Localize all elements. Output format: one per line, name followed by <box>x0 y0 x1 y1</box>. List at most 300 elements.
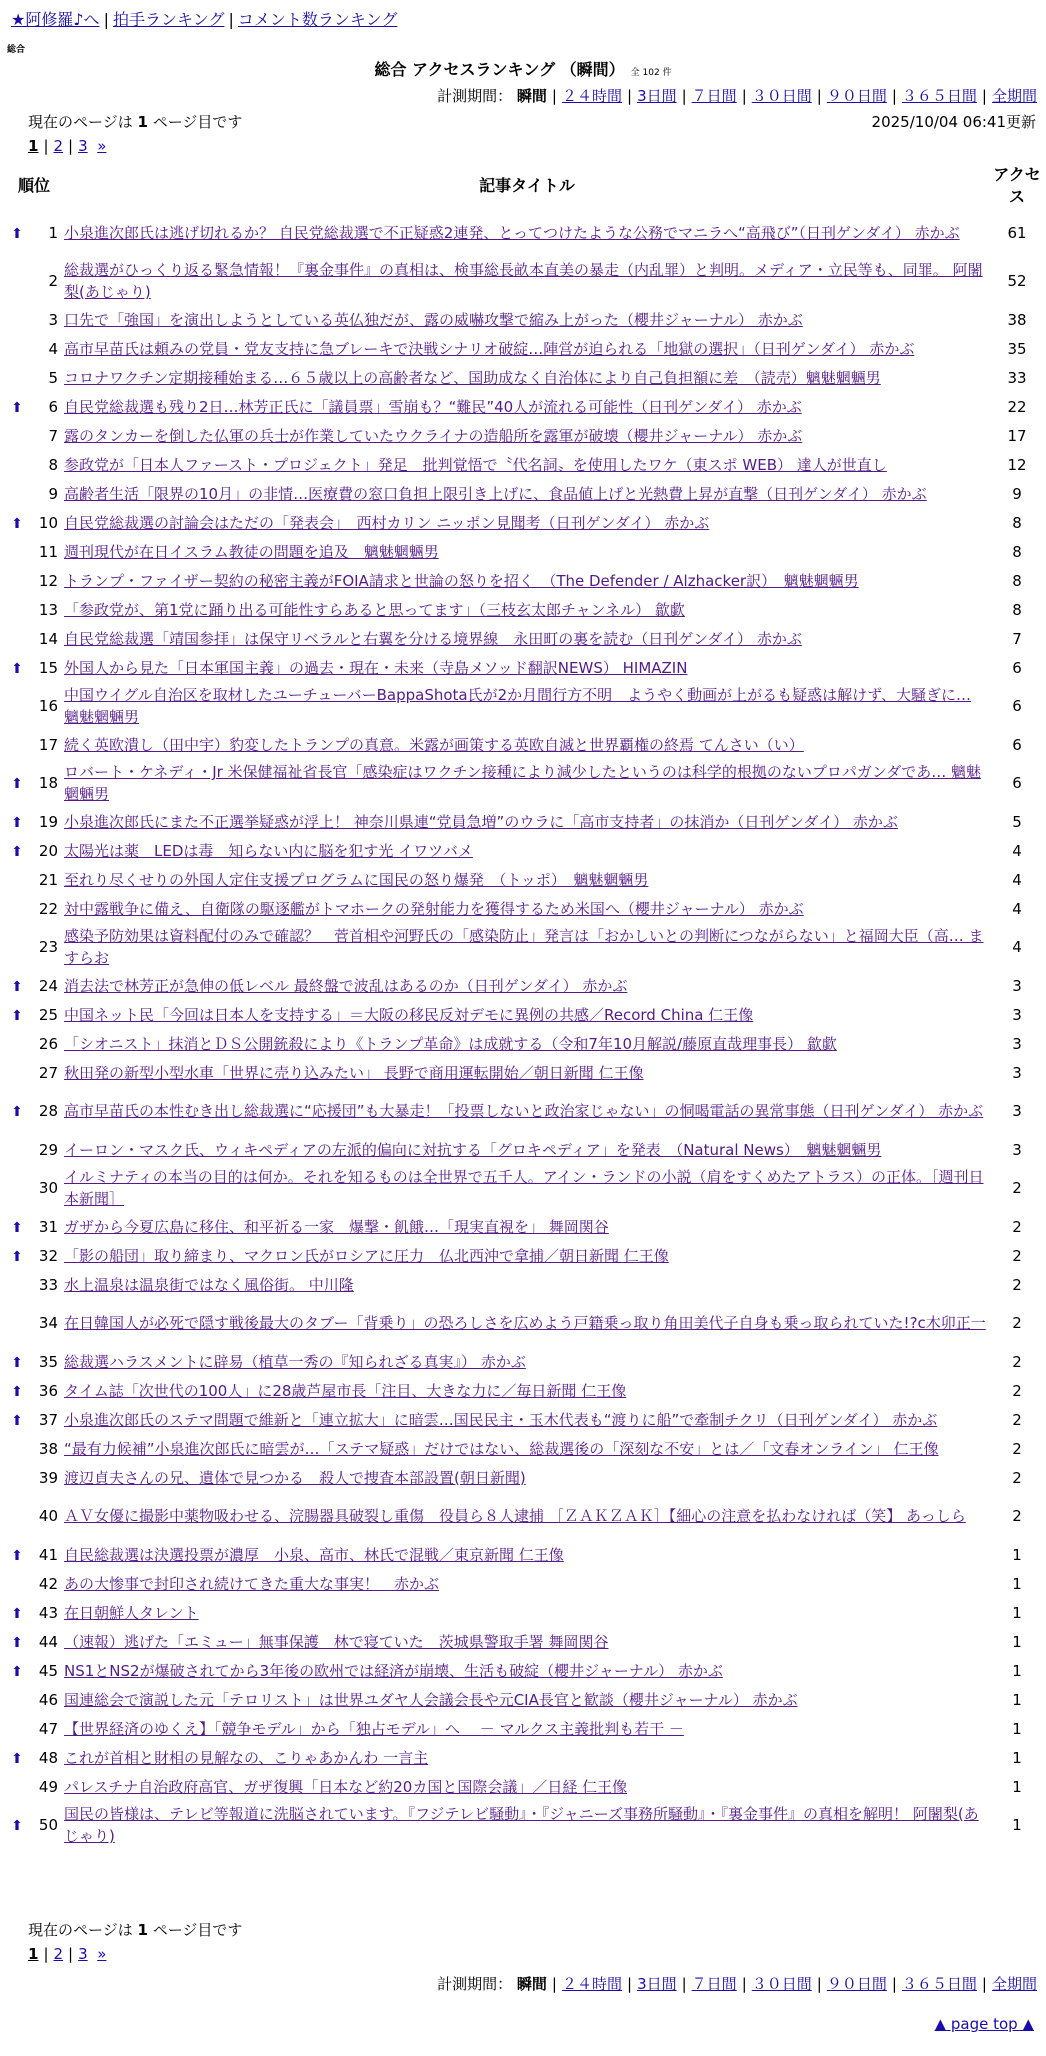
access-count: 2 <box>1012 1352 1022 1371</box>
rank-number: 20 <box>38 841 58 860</box>
title-cell <box>62 1570 992 1599</box>
title-cell <box>62 509 992 538</box>
rank-number: 5 <box>48 368 58 387</box>
article-title-link[interactable]: 総裁選がひっくり返る緊急情報！『裏金事件』の真相は、検事総長畝本直美の暴走（内乱罪）と判明。メディア・立民等も、同罪。 阿闍梨(あじゃり) <box>64 261 983 301</box>
table-row <box>6 1493 1042 1541</box>
rank-change-cell <box>6 731 28 760</box>
access-count: 2 <box>1012 1410 1022 1429</box>
pager-current-page[interactable]: 1 <box>28 137 39 155</box>
rank-change-cell <box>6 1599 28 1628</box>
rank-number: 17 <box>38 735 58 754</box>
table-row <box>6 924 1042 972</box>
article-title-link[interactable]: 小泉進次郎氏は逃げ切れるか？ 自民党総裁選で不正疑惑2連発、とってつけたような公務でマニラへ“高飛び”（日刊ゲンダイ） 赤かぶ <box>64 224 960 243</box>
rank-number: 26 <box>38 1034 58 1053</box>
article-title-link[interactable]: 「影の船団」取り締まり、マクロン氏がロシアに圧力 仏北西沖で拿捕／朝日新聞 仁王像 <box>64 1246 669 1265</box>
article-title-link[interactable]: 感染予防効果は資料配付のみで確認？ 菅首相や河野氏の「感染防止」発言は「おかしいとの判断につながらない」と福岡大臣（高… ますらお <box>64 927 984 967</box>
rank-number: 3 <box>48 310 58 329</box>
rank-number: 19 <box>38 812 58 831</box>
rank-change-cell <box>6 683 28 731</box>
rank-change-cell <box>6 1348 28 1377</box>
applause-ranking-link[interactable]: 拍手ランキング <box>112 10 225 29</box>
period-separator: | <box>891 1975 897 1993</box>
title-cell <box>62 1435 992 1464</box>
period-90d-link[interactable]: ９０日間 <box>826 87 887 105</box>
period-label: 計測期間： <box>437 87 513 105</box>
pager-separator: | <box>43 1945 49 1963</box>
access-count: 1 <box>1012 1690 1022 1709</box>
up-arrow-icon: ⬆ <box>11 776 23 793</box>
article-title-link[interactable]: “最有力候補”小泉進次郎氏に暗雲が…「ステマ疑惑」だけではない、総裁選後の「深刻な不安」とは／「文春オンライン」 仁王像 <box>64 1439 939 1458</box>
access-count: 38 <box>1007 310 1027 329</box>
table-row <box>6 895 1042 924</box>
rank-change-cell <box>6 567 28 596</box>
article-title-link[interactable]: 小泉進次郎氏のステマ問題で維新と「連立拡大」に暗雲…国民民主・玉木代表も“渡りに船”で牽制チクリ（日刊ゲンダイ） 赤かぶ <box>64 1410 938 1429</box>
article-title-link[interactable]: 太陽光は薬 LEDは毒 知らない内に脳を犯す光 イワツバメ <box>64 841 473 860</box>
article-title-link[interactable]: イーロン・マスク氏、ウィキペディアの左派的偏向に対抗する「グロキペディア」を発表 （Natural News） 魑魅魍魎男 <box>64 1140 882 1159</box>
article-title-link[interactable]: 口先で「強国」を演出しようとしている英仏独だが、露の威嚇攻撃で縮み上がった（櫻井ジャーナル） 赤かぶ <box>64 310 803 329</box>
up-arrow-icon: ⬆ <box>11 978 23 995</box>
page-top-link[interactable]: ▲ page top ▲ <box>934 2015 1034 2033</box>
rank-number: 10 <box>38 513 58 532</box>
period-365d-link[interactable]: ３６５日間 <box>901 1975 977 1993</box>
pagination-top <box>28 136 106 158</box>
period-all-link[interactable]: 全期間 <box>991 87 1037 105</box>
access-count: 2 <box>1012 1468 1022 1487</box>
title-cell <box>62 393 992 422</box>
rank-number: 43 <box>38 1603 58 1622</box>
table-row <box>6 393 1042 422</box>
rank-number: 34 <box>38 1314 58 1333</box>
title-cell <box>62 538 992 567</box>
period-separator: | <box>681 1975 687 1993</box>
article-title-link[interactable]: 高齢者生活「限界の10月」の非情…医療費の窓口負担上限引き上げに、食品値上げと光熱費上昇が直撃（日刊ゲンダイ） 赤かぶ <box>64 484 927 503</box>
pager-page-3[interactable]: 3 <box>78 137 88 155</box>
pager-page-3[interactable]: 3 <box>78 1945 88 1963</box>
rank-number: 13 <box>38 600 58 619</box>
rank-number: 22 <box>38 899 58 918</box>
rank-number: 33 <box>38 1275 58 1294</box>
article-title-link[interactable]: 続く英欧潰し（田中宇）豹変したトランプの真意。米露が画策する英欧自滅と世界覇権の終焉 てんさい（い） <box>64 735 804 754</box>
table-row <box>6 1377 1042 1406</box>
period-365d-link[interactable]: ３６５日間 <box>901 87 977 105</box>
article-title-link[interactable]: 露のタンカーを倒した仏軍の兵士が作業していたウクライナの造船所を露軍が破壊（櫻井ジャーナル） 赤かぶ <box>64 426 803 445</box>
rank-number: 25 <box>38 1005 58 1024</box>
table-row <box>6 1165 1042 1213</box>
article-title-link[interactable]: コロナワクチン定期接種始まる…６５歳以上の高齢者など、国助成なく自治体により自己負担額に差 （読売）魑魅魍魎男 <box>64 368 881 387</box>
title-cell <box>62 1628 992 1657</box>
pager-page-2[interactable]: 2 <box>53 1945 64 1963</box>
rank-number: 36 <box>38 1381 58 1400</box>
article-title-link[interactable]: 中国ウイグル自治区を取材したユーチューバーBappaShota氏が2か月間行方不明 ようやく動画が上がるも疑惑は解けず、大騒ぎに… 魑魅魍魎男 <box>64 686 971 726</box>
rank-change-cell <box>6 972 28 1001</box>
table-row <box>6 654 1042 683</box>
article-title-link[interactable]: 在日韓国人が必死で隠す戦後最大のタブー「背乗り」の恐ろしさを広めよう戸籍乗っ取り角田美代子自身も乗っ取られていた!?c木卯正一 <box>64 1314 986 1333</box>
article-title-link[interactable]: 自民党総裁選「靖国参拝」は保守リベラルと右翼を分ける境界線 永田町の裏を読む（日刊ゲンダイ） 赤かぶ <box>64 629 802 648</box>
rank-change-cell <box>6 1541 28 1570</box>
title-cell <box>62 1802 992 1850</box>
access-count: 1 <box>1012 1574 1022 1593</box>
home-link[interactable]: ★阿修羅♪へ <box>11 10 100 29</box>
rank-change-cell <box>6 596 28 625</box>
table-row <box>6 1242 1042 1271</box>
article-title-link[interactable]: 小泉進次郎氏にまた不正選挙疑惑が浮上！ 神奈川県連“党員急増”のウラに「高市支持者」の抹消か（日刊ゲンダイ） 赤かぶ <box>64 812 898 831</box>
rank-change-cell <box>6 1406 28 1435</box>
nav-separator: | <box>103 10 109 29</box>
access-count: 2 <box>1012 1507 1022 1526</box>
rank-change-cell <box>6 1773 28 1802</box>
rank-change-cell <box>6 1802 28 1850</box>
rank-change-cell <box>6 808 28 837</box>
access-count: 2 <box>1012 1439 1022 1458</box>
page-title <box>0 58 1046 81</box>
rank-number: 40 <box>38 1507 58 1526</box>
up-arrow-icon: ⬆ <box>11 226 23 243</box>
rank-number: 1 <box>48 224 58 243</box>
access-count: 2 <box>1012 1179 1022 1198</box>
article-title-link[interactable]: ＡＶ女優に撮影中薬物吸わせる、浣腸器具破裂し重傷 役員ら８人逮捕 ［ＺＡＫＺＡＫ］【細心の注意を払わなければ（笑】 あっしら <box>64 1507 966 1526</box>
rank-number: 6 <box>48 397 58 416</box>
article-title-link[interactable]: パレスチナ自治政府高官、ガザ復興「日本など約20カ国と国際会議」／日経 仁王像 <box>64 1777 628 1796</box>
title-cell <box>62 306 992 335</box>
up-arrow-icon: ⬆ <box>11 1818 23 1835</box>
access-count: 6 <box>1012 697 1022 716</box>
rank-change-cell <box>6 760 28 808</box>
period-separator: | <box>741 87 747 105</box>
article-title-link[interactable]: ロバート・ケネディ・Jr 米保健福祉省長官「感染症はワクチン接種により減少したというのは科学的根拠のないプロパガンダであ… 魑魅魍魎男 <box>64 763 981 803</box>
period-separator: | <box>551 87 557 105</box>
pager-next-link[interactable]: » <box>97 137 107 155</box>
table-row <box>6 210 1042 258</box>
table-row <box>6 972 1042 1001</box>
period-3d-link[interactable]: 3日間 <box>637 1975 677 1993</box>
pager-separator: | <box>68 1945 74 1963</box>
rank-number: 47 <box>38 1719 58 1738</box>
period-separator: | <box>816 87 822 105</box>
rank-number: 45 <box>38 1661 58 1680</box>
rank-number: 23 <box>38 938 58 957</box>
title-cell <box>62 683 992 731</box>
period-7d-link[interactable]: ７日間 <box>691 87 737 105</box>
period-24h-link[interactable]: ２４時間 <box>561 87 622 105</box>
rank-change-cell <box>6 895 28 924</box>
rank-change-cell <box>6 1059 28 1088</box>
article-title-link[interactable]: 外国人から見た「日本軍国主義」の過去・現在・未来（寺島メソッド翻訳NEWS） HIMAZIN <box>64 658 688 677</box>
table-row <box>6 1773 1042 1802</box>
article-title-link[interactable]: 渡辺貞夫さんの兄、遺体で見つかる 殺人で捜査本部設置(朝日新聞) <box>64 1468 526 1487</box>
pager-separator: | <box>43 137 49 155</box>
rank-change-cell <box>6 1001 28 1030</box>
access-count: 1 <box>1012 1545 1022 1564</box>
access-count: 3 <box>1012 976 1022 995</box>
rank-change-cell <box>6 1242 28 1271</box>
period-separator: | <box>816 1975 822 1993</box>
table-row <box>6 364 1042 393</box>
rank-number: 12 <box>38 571 58 590</box>
access-count: 8 <box>1012 600 1022 619</box>
title-cell <box>62 1165 992 1213</box>
access-count: 17 <box>1007 426 1027 445</box>
pager-next-link[interactable]: » <box>97 1945 107 1963</box>
up-arrow-icon: ⬆ <box>11 1663 23 1680</box>
ranking-table-body <box>6 210 1042 1850</box>
period-30d-link[interactable]: ３０日間 <box>751 1975 812 1993</box>
access-count: 2 <box>1012 1217 1022 1236</box>
rank-number: 39 <box>38 1468 58 1487</box>
title-cell <box>62 596 992 625</box>
page-info-top <box>28 112 242 134</box>
rank-change-cell <box>6 1744 28 1773</box>
table-row <box>6 422 1042 451</box>
article-title-link[interactable]: あの大惨事で封印され続けてきた重大な事実！ 赤かぶ <box>64 1574 440 1593</box>
title-cell <box>62 210 992 258</box>
period-24h-link[interactable]: ２４時間 <box>561 1975 622 1993</box>
up-arrow-icon: ⬆ <box>11 1750 23 1767</box>
period-separator: | <box>627 1975 633 1993</box>
title-cell <box>62 1541 992 1570</box>
table-row <box>6 1001 1042 1030</box>
rank-number: 28 <box>38 1102 58 1121</box>
access-count: 3 <box>1012 1102 1022 1121</box>
article-title-link[interactable]: 国連総会で演説した元「テロリスト」は世界ユダヤ人会議会長や元CIA長官と歓談（櫻井ジャーナル） 赤かぶ <box>64 1690 798 1709</box>
article-title-link[interactable]: イルミナティの本当の目的は何か。それを知るものは全世界で五千人。アイン・ランドの小説（肩をすくめたアトラス）の正体。［週刊日本新聞］ <box>64 1168 984 1208</box>
table-row <box>6 683 1042 731</box>
rank-change-cell <box>6 451 28 480</box>
access-count: 2 <box>1012 1314 1022 1333</box>
article-title-link[interactable]: 対中露戦争に備え、自衛隊の駆逐艦がトマホークの発射能力を獲得するため米国へ（櫻井ジャーナル） 赤かぶ <box>64 899 804 918</box>
access-column-header: アクセス <box>993 165 1041 206</box>
article-title-link[interactable]: 「参政党が、第1党に踊り出る可能性すらあると思ってます」（三枝玄太郎チャンネル） 歙歔 <box>64 600 685 619</box>
title-cell <box>62 422 992 451</box>
article-title-link[interactable]: ガザから今夏広島に移住、和平祈る一家 爆撃・飢餓…「現実直視を」 舞岡関谷 <box>64 1217 609 1236</box>
period-all-link[interactable]: 全期間 <box>991 1975 1037 1993</box>
page-info-suffix: ページ目です <box>152 113 243 131</box>
access-count: 1 <box>1012 1661 1022 1680</box>
title-cell <box>62 654 992 683</box>
access-count: 9 <box>1012 484 1022 503</box>
title-cell <box>62 760 992 808</box>
table-row <box>6 837 1042 866</box>
table-row <box>6 335 1042 364</box>
access-count: 4 <box>1012 841 1022 860</box>
rank-change-cell <box>6 1136 28 1165</box>
access-count: 33 <box>1007 368 1027 387</box>
title-cell <box>62 1213 992 1242</box>
period-selector-bottom <box>437 1974 1037 1996</box>
article-title-link[interactable]: 秋田発の新型小型水車「世界に売り込みたい」 長野で商用運転開始／朝日新聞 仁王像 <box>64 1063 644 1082</box>
table-row <box>6 1059 1042 1088</box>
table-row <box>6 808 1042 837</box>
rank-number: 11 <box>38 542 58 561</box>
table-row <box>6 1088 1042 1136</box>
rank-number: 14 <box>38 629 58 648</box>
access-count: 6 <box>1012 774 1022 793</box>
article-title-link[interactable]: 水上温泉は温泉街ではなく風俗街。 中川隆 <box>64 1275 354 1294</box>
title-cell <box>62 1657 992 1686</box>
article-title-link[interactable]: 高市早苗氏の本性むき出し総裁選に“応援団”も大暴走！「投票しないと政治家じゃない」の恫喝電話の異常事態（日刊ゲンダイ） 赤かぶ <box>64 1102 984 1121</box>
access-count: 4 <box>1012 938 1022 957</box>
rank-change-cell <box>6 480 28 509</box>
table-row <box>6 731 1042 760</box>
access-count: 6 <box>1012 658 1022 677</box>
access-count: 6 <box>1012 735 1022 754</box>
comment-ranking-link[interactable]: コメント数ランキング <box>237 10 398 29</box>
rank-change-cell <box>6 509 28 538</box>
rank-change-cell <box>6 210 28 258</box>
article-title-link[interactable]: 自民党総裁選も残り2日…林芳正氏に「議員票」雪崩も？“難民”40人が流れる可能性（日刊ゲンダイ） 赤かぶ <box>64 397 802 416</box>
table-row <box>6 1213 1042 1242</box>
rank-change-cell <box>6 1088 28 1136</box>
rank-number: 8 <box>48 455 58 474</box>
table-header-row <box>6 162 1042 210</box>
table-row <box>6 509 1042 538</box>
article-title-link[interactable]: 高市早苗氏は頼みの党員・党友支持に急ブレーキで決戦シナリオ破綻…陣営が迫られる「地獄の選択」（日刊ゲンダイ） 赤かぶ <box>64 339 915 358</box>
access-count: 8 <box>1012 571 1022 590</box>
access-count: 1 <box>1012 1816 1022 1835</box>
pager-current-page[interactable]: 1 <box>28 1945 39 1963</box>
table-row <box>6 596 1042 625</box>
title-cell <box>62 1136 992 1165</box>
title-cell <box>62 895 992 924</box>
rank-change-cell <box>6 1686 28 1715</box>
rank-number: 2 <box>48 272 58 291</box>
title-cell <box>62 1001 992 1030</box>
page-info-prefix: 現在のページは <box>28 113 133 131</box>
rank-change-cell <box>6 1271 28 1300</box>
period-90d-link[interactable]: ９０日間 <box>826 1975 887 1993</box>
access-count: 3 <box>1012 1005 1022 1024</box>
title-cell <box>62 1599 992 1628</box>
access-count: 1 <box>1012 1632 1022 1651</box>
article-title-link[interactable]: タイム誌「次世代の100人」に28歳芦屋市長「注目、大きな力に／毎日新聞 仁王像 <box>64 1381 627 1400</box>
access-count: 2 <box>1012 1275 1022 1294</box>
up-arrow-icon: ⬆ <box>11 1547 23 1564</box>
article-title-link[interactable]: （速報）逃げた「エミュー」無事保護 林で寝ていた 茨城県警取手署 舞岡関谷 <box>64 1632 609 1651</box>
title-cell <box>62 1348 992 1377</box>
table-row <box>6 1464 1042 1493</box>
article-title-link[interactable]: これが首相と財相の見解なの、こりゃあかんわ 一言主 <box>64 1748 429 1767</box>
table-row <box>6 306 1042 335</box>
rank-change-cell <box>6 1435 28 1464</box>
period-separator: | <box>741 1975 747 1993</box>
access-count: 3 <box>1012 1063 1022 1082</box>
ranking-table <box>6 162 1042 1850</box>
article-title-link[interactable]: 至れり尽くせりの外国人定住支援プログラムに国民の怒り爆発 （トッポ） 魑魅魍魎男 <box>64 870 649 889</box>
access-count: 1 <box>1012 1719 1022 1738</box>
article-title-link[interactable]: 週刊現代が在日イスラム教徒の問題を追及 魑魅魍魎男 <box>64 542 439 561</box>
rank-change-cell <box>6 364 28 393</box>
rank-change-cell <box>6 422 28 451</box>
period-3d-link[interactable]: 3日間 <box>637 87 677 105</box>
access-count: 2 <box>1012 1381 1022 1400</box>
table-row <box>6 1541 1042 1570</box>
article-title-link[interactable]: NS1とNS2が爆破されてから3年後の欧州では経済が崩壊、生活も破綻（櫻井ジャーナル） 赤かぶ <box>64 1661 723 1680</box>
rank-change-cell <box>6 1165 28 1213</box>
article-title-link[interactable]: 中国ネット民「今回は日本人を支持する」＝大阪の移民反対デモに異例の共感／Record China 仁王像 <box>64 1005 754 1024</box>
table-row <box>6 538 1042 567</box>
pager-page-2[interactable]: 2 <box>53 137 64 155</box>
up-arrow-icon: ⬆ <box>11 1412 23 1429</box>
access-count: 2 <box>1012 1246 1022 1265</box>
period-separator: | <box>627 87 633 105</box>
up-arrow-icon: ⬆ <box>11 1354 23 1371</box>
article-title-link[interactable]: 国民の皆様は、テレビ等報道に洗脳されています。『フジテレビ騒動』・『ジャニーズ事務所騒動』・『裏金事件』の真相を解明！ 阿闍梨(あじゃり) <box>64 1805 979 1845</box>
rank-change-cell <box>6 924 28 972</box>
rank-change-cell <box>6 258 28 306</box>
page-info-number: 1 <box>137 1921 148 1939</box>
table-row <box>6 1599 1042 1628</box>
period-current: 瞬間 <box>516 1975 547 1993</box>
table-row <box>6 1686 1042 1715</box>
rank-number: 44 <box>38 1632 58 1651</box>
access-count: 35 <box>1007 339 1027 358</box>
title-cell <box>62 1271 992 1300</box>
period-30d-link[interactable]: ３０日間 <box>751 87 812 105</box>
article-title-link[interactable]: 自民党総裁選の討論会はただの「発表会」 西村カリン ニッポン見聞考（日刊ゲンダイ） 赤かぶ <box>64 513 710 532</box>
rank-number: 49 <box>38 1777 58 1796</box>
access-count: 12 <box>1007 455 1027 474</box>
article-title-link[interactable]: 消去法で林芳正が急伸の低レベル 最終盤で波乱はあるのか（日刊ゲンダイ） 赤かぶ <box>64 976 628 995</box>
table-row <box>6 1136 1042 1165</box>
up-arrow-icon: ⬆ <box>11 660 23 677</box>
rank-number: 41 <box>38 1545 58 1564</box>
access-count: 5 <box>1012 812 1022 831</box>
rank-change-cell <box>6 1030 28 1059</box>
rank-change-cell <box>6 866 28 895</box>
rank-number: 16 <box>38 697 58 716</box>
title-cell <box>62 625 992 654</box>
article-title-link[interactable]: 「シオニスト」抹消とＤＳ公開銃殺により《トランプ革命》は成就する（令和7年10月解説/藤原直哉理事長） 歙歔 <box>64 1034 837 1053</box>
title-cell <box>62 1493 992 1541</box>
article-title-link[interactable]: 参政党が「日本人ファースト・プロジェクト」発足 批判覚悟で〝代名詞〟を使用したワケ（東スポ WEB） 達人が世直し <box>64 455 887 474</box>
article-title-link[interactable]: 総裁選ハラスメントに辟易（植草一秀の『知られざる真実』） 赤かぶ <box>64 1352 526 1371</box>
rank-change-cell <box>6 538 28 567</box>
access-count: 52 <box>1007 272 1027 291</box>
table-row <box>6 480 1042 509</box>
rank-number: 18 <box>38 774 58 793</box>
rank-change-cell <box>6 393 28 422</box>
up-arrow-icon: ⬆ <box>11 1219 23 1236</box>
pagination-bottom <box>28 1944 106 1966</box>
title-cell <box>62 1059 992 1088</box>
top-navigation <box>11 8 397 31</box>
rank-change-cell <box>6 306 28 335</box>
article-title-link[interactable]: 【世界経済のゆくえ】「競争モデル」から「独占モデル」へ － マルクス主義批判も若干 － <box>64 1719 684 1738</box>
rank-number: 15 <box>38 658 58 677</box>
rank-number: 48 <box>38 1748 58 1767</box>
up-arrow-icon: ⬆ <box>11 814 23 831</box>
table-row <box>6 1744 1042 1773</box>
period-7d-link[interactable]: ７日間 <box>691 1975 737 1993</box>
rank-number: 7 <box>48 426 58 445</box>
rank-change-cell <box>6 1657 28 1686</box>
rank-number: 50 <box>38 1816 58 1835</box>
rank-number: 24 <box>38 976 58 995</box>
up-arrow-icon: ⬆ <box>11 1605 23 1622</box>
table-row <box>6 1271 1042 1300</box>
access-count: 3 <box>1012 1034 1022 1053</box>
table-row <box>6 1300 1042 1348</box>
pager-separator: | <box>68 137 74 155</box>
total-count: 全 102 件 <box>630 68 672 78</box>
up-arrow-icon: ⬆ <box>11 1383 23 1400</box>
table-row <box>6 1570 1042 1599</box>
article-title-link[interactable]: 在日朝鮮人タレント <box>64 1603 199 1622</box>
article-title-link[interactable]: 自民総裁選は決選投票が濃厚 小泉、高市、林氏で混戦／東京新聞 仁王像 <box>64 1545 564 1564</box>
article-title-link[interactable]: トランプ・ファイザー契約の秘密主義がFOIA請求と世論の怒りを招く （The Defender / Alzhacker訳） 魑魅魍魎男 <box>64 571 859 590</box>
rank-change-cell <box>6 1493 28 1541</box>
table-row <box>6 1802 1042 1850</box>
up-arrow-icon: ⬆ <box>11 399 23 416</box>
